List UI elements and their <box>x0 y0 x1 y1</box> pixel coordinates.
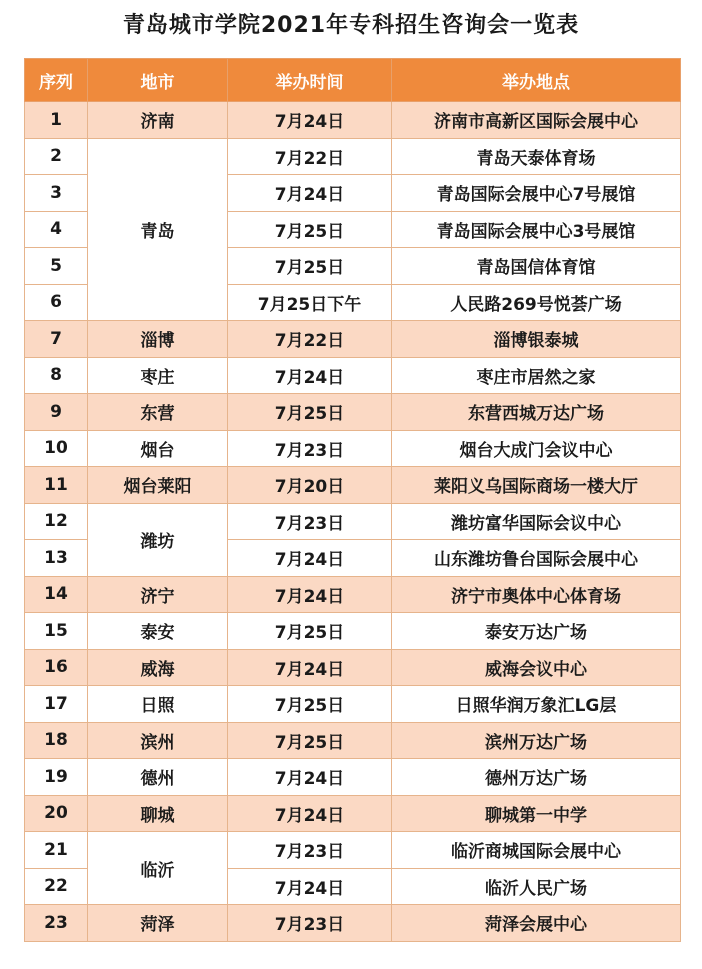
cell-index: 14 <box>25 576 88 613</box>
cell-city: 青岛 <box>88 138 228 321</box>
cell-index: 4 <box>25 211 88 248</box>
page-title: 青岛城市学院2021年专科招生咨询会一览表 <box>122 13 580 38</box>
cell-time: 7月24日 <box>228 868 392 905</box>
table-row <box>25 722 681 759</box>
cell-index: 22 <box>25 868 88 905</box>
cell-index: 20 <box>25 795 88 832</box>
table-header-row <box>25 59 681 102</box>
cell-time: 7月24日 <box>228 759 392 796</box>
table-row <box>25 321 681 358</box>
cell-index: 21 <box>25 832 88 869</box>
cell-index: 17 <box>25 686 88 723</box>
cell-city: 济南 <box>88 102 228 139</box>
cell-time: 7月20日 <box>228 467 392 504</box>
cell-venue: 青岛国际会展中心3号展馆 <box>392 211 681 248</box>
cell-index: 6 <box>25 284 88 321</box>
table-row <box>25 832 681 869</box>
cell-index: 15 <box>25 613 88 650</box>
cell-index: 10 <box>25 430 88 467</box>
cell-venue: 济南市高新区国际会展中心 <box>392 102 681 139</box>
cell-city: 潍坊 <box>88 503 228 576</box>
cell-time: 7月24日 <box>228 576 392 613</box>
cell-venue: 莱阳义乌国际商场一楼大厅 <box>392 467 681 504</box>
cell-city: 聊城 <box>88 795 228 832</box>
cell-city: 日照 <box>88 686 228 723</box>
cell-city: 烟台莱阳 <box>88 467 228 504</box>
header-venue: 举办地点 <box>392 59 681 102</box>
cell-venue: 青岛国信体育馆 <box>392 248 681 285</box>
table-row <box>25 686 681 723</box>
cell-venue: 潍坊富华国际会议中心 <box>392 503 681 540</box>
cell-city: 菏泽 <box>88 905 228 942</box>
schedule-table <box>24 58 681 942</box>
cell-index: 19 <box>25 759 88 796</box>
table-row <box>25 576 681 613</box>
cell-city: 济宁 <box>88 576 228 613</box>
cell-index: 11 <box>25 467 88 504</box>
cell-venue: 人民路269号悦荟广场 <box>392 284 681 321</box>
table-row <box>25 503 681 540</box>
table-row <box>25 138 681 175</box>
cell-index: 8 <box>25 357 88 394</box>
cell-venue: 济宁市奥体中心体育场 <box>392 576 681 613</box>
cell-time: 7月22日 <box>228 138 392 175</box>
cell-time: 7月24日 <box>228 540 392 577</box>
cell-venue: 临沂商城国际会展中心 <box>392 832 681 869</box>
cell-venue: 德州万达广场 <box>392 759 681 796</box>
table-row <box>25 795 681 832</box>
table-row <box>25 102 681 139</box>
cell-time: 7月24日 <box>228 175 392 212</box>
cell-venue: 青岛天泰体育场 <box>392 138 681 175</box>
cell-venue: 烟台大成门会议中心 <box>392 430 681 467</box>
table-row <box>25 357 681 394</box>
cell-city: 枣庄 <box>88 357 228 394</box>
cell-index: 16 <box>25 649 88 686</box>
table-row <box>25 467 681 504</box>
cell-venue: 青岛国际会展中心7号展馆 <box>392 175 681 212</box>
table-row <box>25 649 681 686</box>
cell-index: 2 <box>25 138 88 175</box>
cell-venue: 菏泽会展中心 <box>392 905 681 942</box>
cell-venue: 滨州万达广场 <box>392 722 681 759</box>
cell-time: 7月25日 <box>228 686 392 723</box>
cell-time: 7月23日 <box>228 905 392 942</box>
table-row <box>25 613 681 650</box>
cell-time: 7月23日 <box>228 430 392 467</box>
cell-city: 滨州 <box>88 722 228 759</box>
cell-index: 7 <box>25 321 88 358</box>
cell-time: 7月23日 <box>228 503 392 540</box>
cell-index: 18 <box>25 722 88 759</box>
cell-city: 淄博 <box>88 321 228 358</box>
cell-time: 7月24日 <box>228 102 392 139</box>
cell-venue: 泰安万达广场 <box>392 613 681 650</box>
cell-venue: 聊城第一中学 <box>392 795 681 832</box>
cell-index: 1 <box>25 102 88 139</box>
table-row <box>25 430 681 467</box>
cell-time: 7月25日 <box>228 722 392 759</box>
cell-venue: 淄博银泰城 <box>392 321 681 358</box>
cell-time: 7月22日 <box>228 321 392 358</box>
cell-time: 7月24日 <box>228 357 392 394</box>
cell-venue: 威海会议中心 <box>392 649 681 686</box>
cell-city: 威海 <box>88 649 228 686</box>
cell-time: 7月25日 <box>228 211 392 248</box>
table-row <box>25 394 681 431</box>
cell-index: 12 <box>25 503 88 540</box>
table-row <box>25 759 681 796</box>
header-time: 举办时间 <box>228 59 392 102</box>
cell-index: 3 <box>25 175 88 212</box>
cell-time: 7月25日 <box>228 248 392 285</box>
cell-time: 7月24日 <box>228 649 392 686</box>
header-index: 序列 <box>25 59 88 102</box>
cell-city: 泰安 <box>88 613 228 650</box>
cell-index: 13 <box>25 540 88 577</box>
cell-index: 9 <box>25 394 88 431</box>
cell-index: 5 <box>25 248 88 285</box>
cell-venue: 东营西城万达广场 <box>392 394 681 431</box>
cell-time: 7月23日 <box>228 832 392 869</box>
header-city: 地市 <box>88 59 228 102</box>
cell-city: 临沂 <box>88 832 228 905</box>
cell-time: 7月24日 <box>228 795 392 832</box>
cell-city: 德州 <box>88 759 228 796</box>
table-row <box>25 905 681 942</box>
cell-time: 7月25日 <box>228 394 392 431</box>
cell-city: 烟台 <box>88 430 228 467</box>
cell-venue: 临沂人民广场 <box>392 868 681 905</box>
cell-venue: 日照华润万象汇LG层 <box>392 686 681 723</box>
cell-time: 7月25日 <box>228 613 392 650</box>
cell-index: 23 <box>25 905 88 942</box>
cell-venue: 枣庄市居然之家 <box>392 357 681 394</box>
cell-time: 7月25日下午 <box>228 284 392 321</box>
cell-city: 东营 <box>88 394 228 431</box>
cell-venue: 山东潍坊鲁台国际会展中心 <box>392 540 681 577</box>
